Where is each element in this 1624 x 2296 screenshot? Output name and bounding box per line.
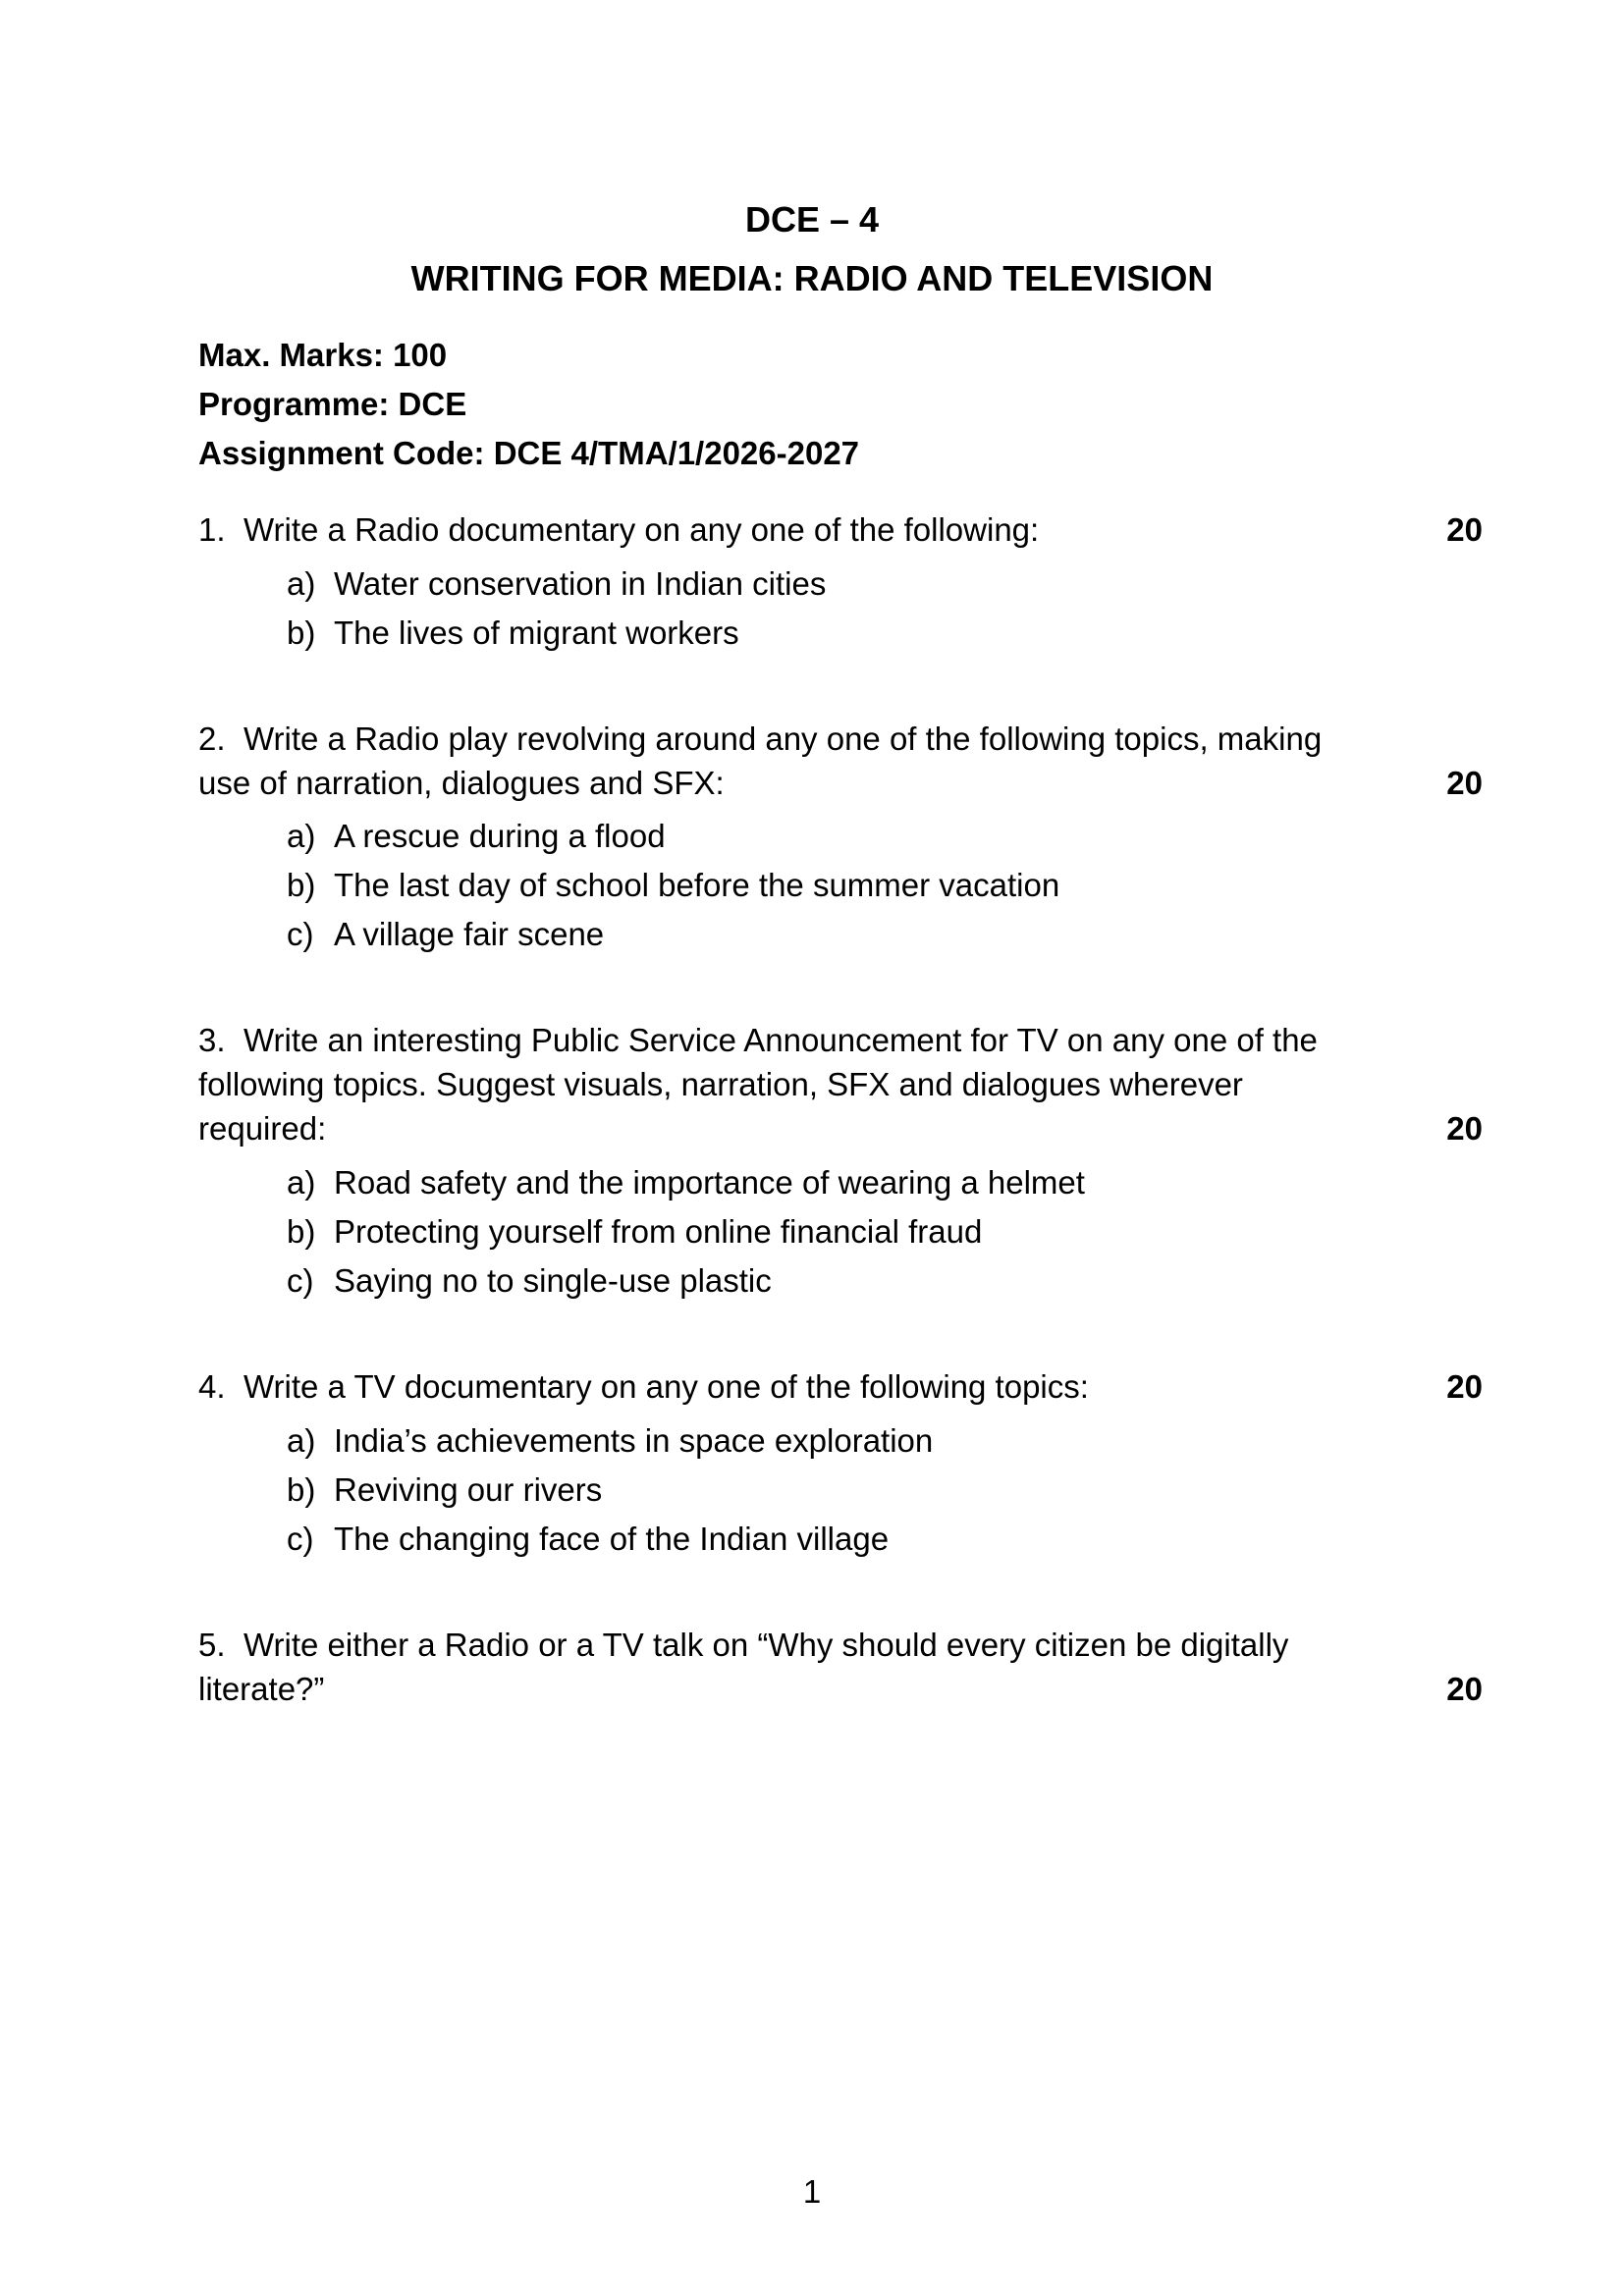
option-text: The last day of school before the summer vacation <box>334 867 1060 903</box>
question-text: Write either a Radio or a TV talk on “Why should every citizen be digitally <box>244 1627 1289 1663</box>
option-text: Saying no to single-use plastic <box>334 1262 772 1299</box>
question-text: Write a Radio documentary on any one of the following: <box>244 511 1040 548</box>
question-number: 1. <box>198 511 226 548</box>
option-item <box>287 1261 772 1301</box>
option-item <box>287 915 604 954</box>
option-item <box>287 1163 1085 1202</box>
question-number: 3. <box>198 1022 226 1058</box>
option-text: The lives of migrant workers <box>334 614 739 651</box>
option-text: A rescue during a flood <box>334 818 666 854</box>
option-label: b) <box>287 1471 316 1508</box>
option-item <box>287 1470 602 1510</box>
option-label: b) <box>287 614 316 651</box>
option-text: Reviving our rivers <box>334 1471 603 1508</box>
option-label: b) <box>287 867 316 903</box>
option-text: India’s achievements in space exploration <box>334 1422 934 1459</box>
option-item <box>287 564 826 604</box>
option-label: b) <box>287 1213 316 1250</box>
option-label: a) <box>287 565 316 602</box>
question-text-line: following topics. Suggest visuals, narration, SFX and dialogues wherever <box>198 1066 1243 1102</box>
question-number: 2. <box>198 721 226 757</box>
max-marks: Max. Marks: 100 <box>198 337 448 373</box>
option-item <box>287 1520 889 1559</box>
question-number: 5. <box>198 1627 226 1663</box>
option-label: a) <box>287 1422 316 1459</box>
option-text: Water conservation in Indian cities <box>334 565 827 602</box>
option-text: Protecting yourself from online financial fraud <box>334 1213 983 1250</box>
question-text: Write an interesting Public Service Announcement for TV on any one of the <box>244 1022 1318 1058</box>
option-item <box>287 817 666 856</box>
option-item <box>287 614 739 653</box>
option-text: A village fair scene <box>334 916 605 952</box>
question-text-line <box>198 510 1406 550</box>
option-item <box>287 1421 933 1461</box>
question-marks: 20 <box>1446 511 1483 548</box>
option-label: c) <box>287 916 314 952</box>
option-label: c) <box>287 1521 314 1557</box>
question-text-line: use of narration, dialogues and SFX: <box>198 765 725 801</box>
question-marks: 20 <box>1446 1110 1483 1147</box>
question-text-line: literate?” <box>198 1671 325 1707</box>
option-item <box>287 866 1059 905</box>
question-text: Write a Radio play revolving around any one of the following topics, making <box>244 721 1323 757</box>
question-marks: 20 <box>1446 765 1483 801</box>
question-number: 4. <box>198 1368 226 1405</box>
course-title: WRITING FOR MEDIA: RADIO AND TELEVISION <box>410 258 1214 298</box>
question-text-line: required: <box>198 1110 327 1147</box>
option-text: The changing face of the Indian village <box>334 1521 890 1557</box>
course-code-title: DCE – 4 <box>744 199 880 240</box>
question-text-line <box>198 1021 1406 1060</box>
question-text: Write a TV documentary on any one of the following topics: <box>244 1368 1089 1405</box>
option-label: a) <box>287 1164 316 1201</box>
option-text: Road safety and the importance of wearing a helmet <box>334 1164 1085 1201</box>
option-label: a) <box>287 818 316 854</box>
question-marks: 20 <box>1446 1368 1483 1405</box>
programme: Programme: DCE <box>198 386 467 422</box>
option-item <box>287 1212 982 1252</box>
question-text-line <box>198 1626 1406 1665</box>
option-label: c) <box>287 1262 314 1299</box>
question-text-line <box>198 1367 1406 1407</box>
question-marks: 20 <box>1446 1671 1483 1707</box>
assignment-code: Assignment Code: DCE 4/TMA/1/2026-2027 <box>198 435 860 471</box>
question-text-line <box>198 720 1406 759</box>
page-number: 1 <box>802 2173 822 2210</box>
